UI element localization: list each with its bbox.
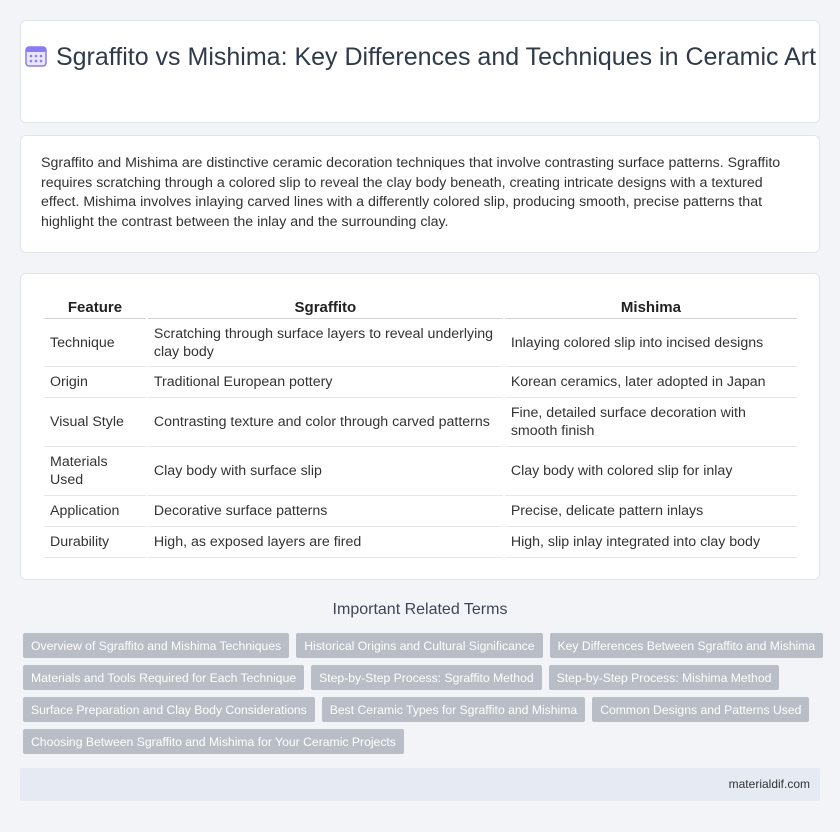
page-title-wrap: [21, 43, 819, 72]
sgraffito-cell: Contrasting texture and color through carved patterns: [148, 398, 503, 447]
feature-cell: Materials Used: [44, 447, 146, 496]
related-term-tag[interactable]: Step-by-Step Process: Sgraffito Method: [311, 665, 542, 690]
comparison-table-card: [20, 273, 820, 580]
header-mishima: Mishima: [505, 294, 797, 319]
sgraffito-cell: High, as exposed layers are fired: [148, 527, 503, 558]
related-terms-title: Important Related Terms: [332, 601, 508, 618]
footer: [20, 768, 820, 801]
tag-row: [23, 697, 817, 722]
page-title: Sgraffito vs Mishima: Key Differences and Techniques in Ceramic Art: [55, 43, 817, 71]
sgraffito-cell: Decorative surface patterns: [148, 496, 503, 527]
table-row: [44, 447, 797, 496]
tag-row: [23, 729, 817, 754]
related-term-tag[interactable]: Best Ceramic Types for Sgraffito and Mishima: [322, 697, 585, 722]
table-row: [44, 527, 797, 558]
tag-row: [23, 665, 817, 690]
table-row: [44, 496, 797, 527]
related-term-tag[interactable]: Step-by-Step Process: Mishima Method: [549, 665, 780, 690]
header-feature: Feature: [44, 294, 146, 319]
header-card: [20, 20, 820, 123]
table-header-row: [44, 294, 797, 319]
mishima-cell: Fine, detailed surface decoration with smooth finish: [505, 398, 797, 447]
mishima-cell: Clay body with colored slip for inlay: [505, 447, 797, 496]
mishima-cell: High, slip inlay integrated into clay body: [505, 527, 797, 558]
related-term-tag[interactable]: Key Differences Between Sgraffito and Mishima: [550, 633, 824, 658]
sgraffito-cell: Scratching through surface layers to reveal underlying clay body: [148, 319, 503, 367]
related-term-tag[interactable]: Choosing Between Sgraffito and Mishima for Your Ceramic Projects: [23, 729, 404, 754]
table-row: [44, 367, 797, 398]
related-term-tag[interactable]: Overview of Sgraffito and Mishima Techniques: [23, 633, 289, 658]
related-term-tag[interactable]: Materials and Tools Required for Each Technique: [23, 665, 304, 690]
calendar-icon: [24, 44, 48, 68]
intro-card: [20, 135, 820, 253]
header-sgraffito: Sgraffito: [148, 294, 503, 319]
mishima-cell: Inlaying colored slip into incised designs: [505, 319, 797, 367]
feature-cell: Application: [44, 496, 146, 527]
feature-cell: Durability: [44, 527, 146, 558]
related-term-tag[interactable]: Surface Preparation and Clay Body Considerations: [23, 697, 315, 722]
intro-paragraph: Sgraffito and Mishima are distinctive ceramic decoration techniques that involve contrasting surface patterns. Sgraffito requires scratching through a colored slip to reveal the clay body beneath, creating intricate designs with a textured effect. Mishima involves inlaying carved lines with a differently colored slip, producing smooth, precise patterns that highlight the contrast between the inlay and the surrounding clay.: [41, 155, 781, 230]
feature-cell: Visual Style: [44, 398, 146, 447]
feature-cell: Technique: [44, 319, 146, 367]
feature-cell: Origin: [44, 367, 146, 398]
related-term-tag[interactable]: Common Designs and Patterns Used: [592, 697, 809, 722]
footer-site-link[interactable]: materialdif.com: [728, 777, 810, 791]
mishima-cell: Korean ceramics, later adopted in Japan: [505, 367, 797, 398]
table-row: [44, 398, 797, 447]
sgraffito-cell: Traditional European pottery: [148, 367, 503, 398]
related-terms-tags: [23, 633, 817, 761]
sgraffito-cell: Clay body with surface slip: [148, 447, 503, 496]
mishima-cell: Precise, delicate pattern inlays: [505, 496, 797, 527]
comparison-table: [42, 294, 799, 558]
related-term-tag[interactable]: Historical Origins and Cultural Significance: [296, 633, 542, 658]
tag-row: [23, 633, 817, 658]
table-row: [44, 319, 797, 367]
